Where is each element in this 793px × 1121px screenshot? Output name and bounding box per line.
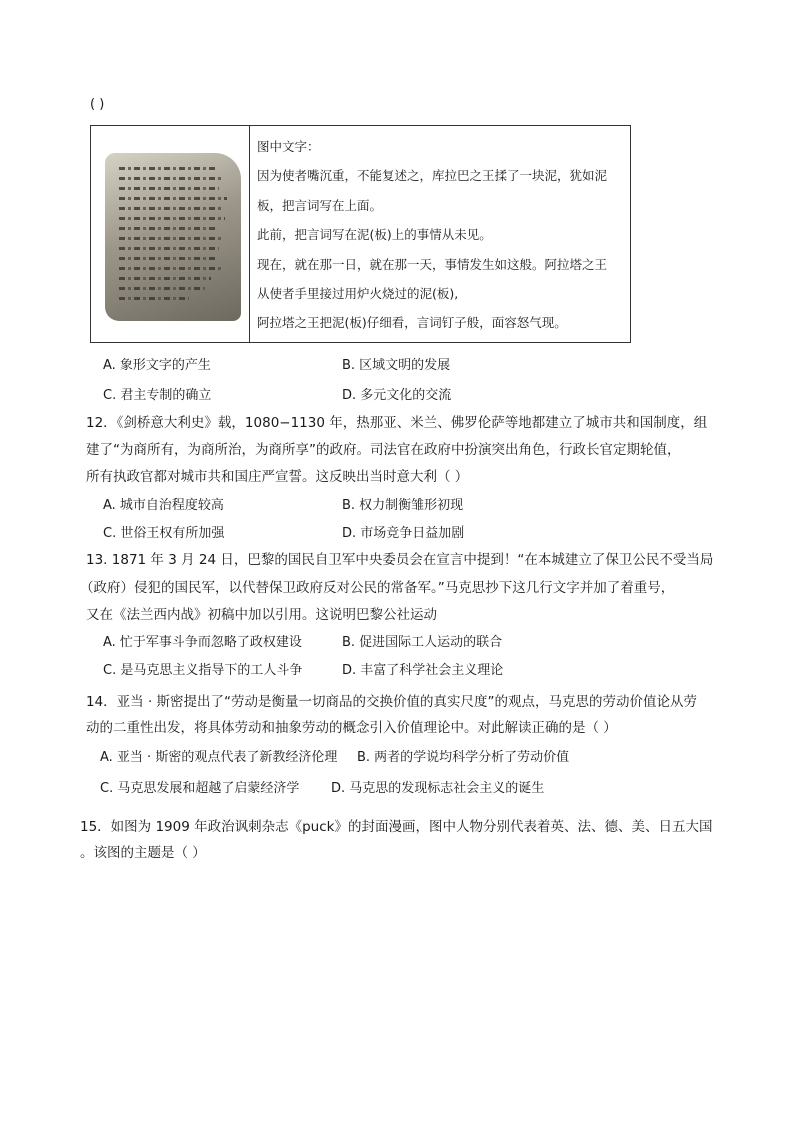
q12-option-d: D. 市场竞争日益加剧 — [342, 526, 465, 541]
q11-option-d: D. 多元文化的交流 — [342, 388, 452, 403]
q13-stem-line: 又在《法兰西内战》初稿中加以引用。这说明巴黎公社运动 — [86, 607, 437, 623]
q14-option-b: B. 两者的学说均科学分析了劳动价值 — [357, 750, 570, 765]
figure-heading: 图中文字： — [257, 139, 320, 154]
q13-option-c: C. 是马克思主义指导下的工人斗争 — [103, 663, 303, 678]
q11-option-b: B. 区域文明的发展 — [342, 358, 451, 373]
figure-line: 因为使者嘴沉重，不能复述之，库拉巴之王揉了一块泥，犹如泥 — [257, 168, 608, 183]
q14-stem-line: 14．亚当 · 斯密提出了“劳动是衡量一切商品的交换价值的真实尺度”的观点，马克思的劳动价值论从劳 — [86, 694, 698, 710]
q13-stem-line: （政府）侵犯的国民军，以代替保卫政府反对公民的常备军。”马克思抄下这几行文字并加了着重号， — [80, 580, 675, 596]
figure-line: 阿拉塔之王把泥(板)仔细看，言词钉子般，面容怒气现。 — [257, 315, 567, 330]
q12-option-a: A. 城市自治程度较高 — [103, 498, 224, 513]
q11-option-a: A. 象形文字的产生 — [103, 358, 211, 373]
q12-stem-line: 12．《剑桥意大利史》载，1080−1130 年，热那亚、米兰、佛罗伦萨等地都建立了城市共和国制度，组 — [86, 415, 708, 431]
q15-stem-line: 15．如图为 1909 年政治讽刺杂志《puck》的封面漫画，图中人物分别代表着英、法、德、美、日五大国 — [80, 819, 713, 835]
q13-option-a: A. 忙于军事斗争而忽略了政权建设 — [103, 635, 302, 650]
figure-divider — [249, 126, 250, 342]
q12-option-c: C. 世俗王权有所加强 — [103, 526, 225, 541]
figure-line: 现在，就在那一日，就在那一天，事情发生如这般。阿拉塔之王 — [257, 257, 608, 272]
q14-option-a: A. 亚当 · 斯密的观点代表了新教经济伦理 — [100, 750, 338, 765]
q12-stem-line: 所有执政官都对城市共和国庄严宣誓。这反映出当时意大利（ ） — [86, 469, 469, 485]
q15-stem-line: 。该图的主题是（ ） — [80, 845, 206, 861]
clay-tablet-figure — [90, 125, 631, 343]
q14-option-c: C. 马克思发展和超越了启蒙经济学 — [100, 781, 300, 796]
q14-stem-line: 动的二重性出发，将具体劳动和抽象劳动的概念引入价值理论中。对此解读正确的是（ ） — [86, 720, 617, 736]
q11-option-c: C. 君主专制的确立 — [103, 388, 212, 403]
q13-option-b: B. 促进国际工人运动的联合 — [342, 635, 503, 650]
q13-stem-line: 13. 1871 年 3 月 24 日，巴黎的国民自卫军中央委员会在宣言中提到！“在本城建立了保卫公民不受当局 — [86, 552, 714, 568]
q13-option-d: D. 丰富了科学社会主义理论 — [342, 663, 504, 678]
figure-line: 板，把言词写在上面。 — [257, 198, 383, 213]
q12-stem-line: 建了“为商所有，为商所治，为商所享”的政府。司法官在政府中扮演突出角色，行政长官定期轮值， — [86, 442, 681, 458]
q12-option-b: B. 权力制衡雏形初现 — [342, 498, 464, 513]
clay-tablet-image — [105, 153, 241, 321]
figure-line: 从使者手里接过用炉火烧过的泥(板), — [257, 286, 459, 301]
q11-stem-tail: ( ) — [90, 97, 105, 112]
figure-line: 此前，把言词写在泥(板)上的事情从未见。 — [257, 227, 492, 242]
q14-option-d: D. 马克思的发现标志社会主义的诞生 — [331, 781, 545, 796]
